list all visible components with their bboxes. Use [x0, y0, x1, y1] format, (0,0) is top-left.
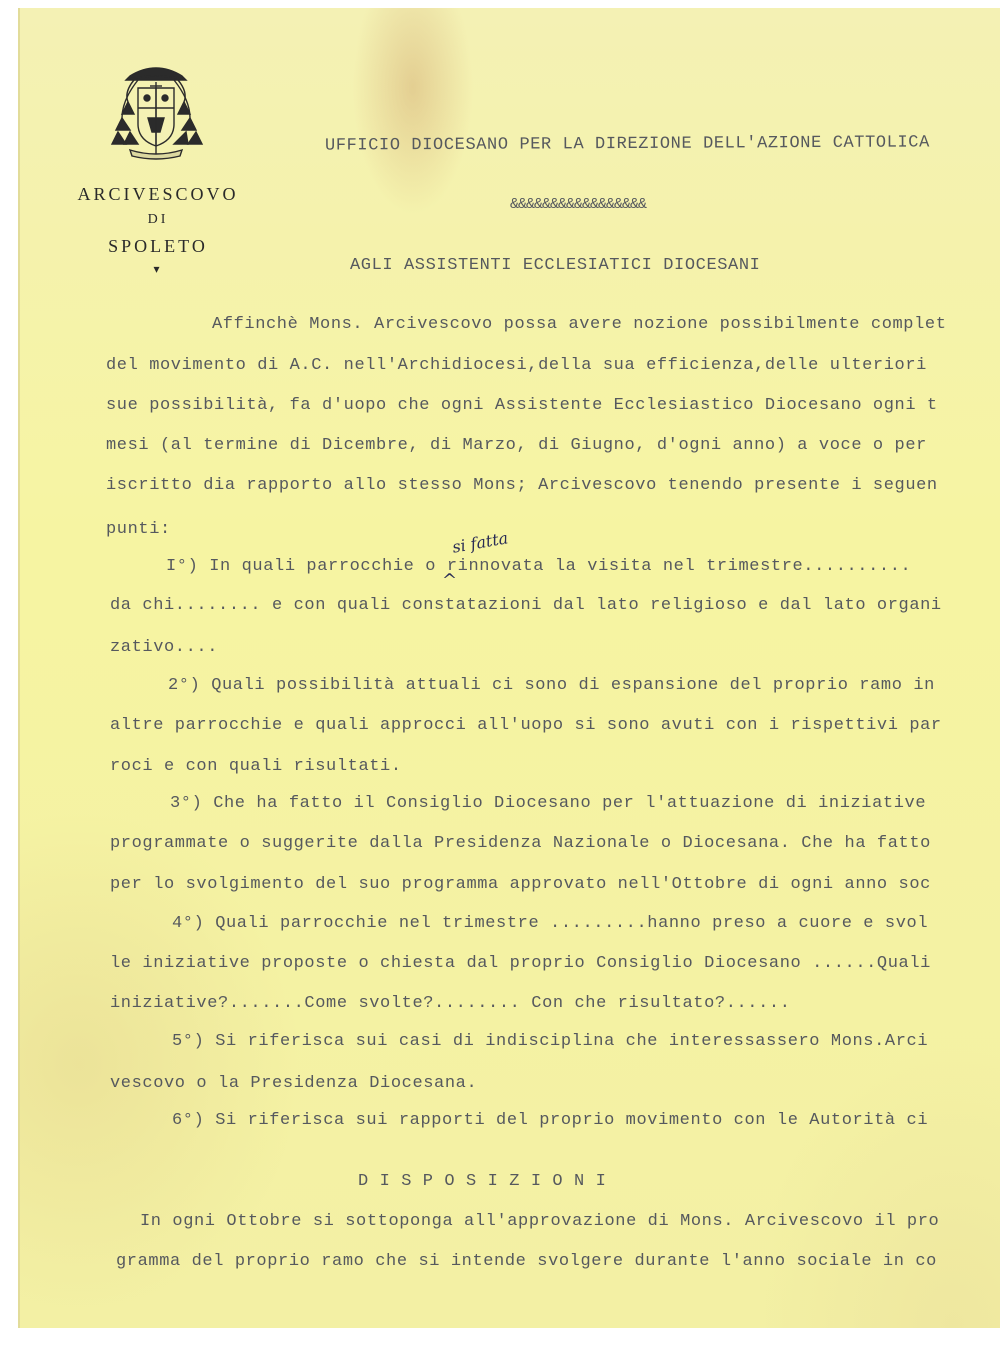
handwritten-insert: si fatta [450, 528, 510, 557]
addressee-heading: AGLI ASSISTENTI ECCLESIATICI DIOCESANI [350, 256, 761, 275]
point-1-line-2: da chi........ e con quali constatazioni dal lato religioso e dal lato organi [110, 596, 942, 615]
coat-of-arms-icon [108, 62, 204, 160]
point-6-line-1: 6°) Si riferisca sui rapporti del proprio movimento con le Autorità ci [172, 1111, 929, 1130]
point-2-line-1: 2°) Quali possibilità attuali ci sono di espansione del proprio ramo in [168, 676, 935, 695]
dispositions-line-2: gramma del proprio ramo che si intende svolgere durante l'anno sociale in co [116, 1252, 937, 1271]
point-2-line-2: altre parrocchie e quali approcci all'uopo si sono avuti con i rispettivi par [110, 716, 942, 735]
point-5-line-2: vescovo o la Presidenza Diocesana. [110, 1074, 478, 1093]
ornament-line: &&&&&&&&&&&&&&&&& [510, 196, 647, 213]
body-line-4: mesi (al termine di Dicembre, di Marzo, di Giugno, d'ogni anno) a voce o per [106, 436, 927, 455]
letterhead-mark: ▾ [153, 262, 163, 276]
point-1-line-3: zativo.... [110, 638, 219, 657]
body-line-1: Affinchè Mons. Arcivescovo possa avere nozione possibilmente complet [212, 315, 947, 334]
dispositions-heading: D I S P O S I Z I O N I [358, 1172, 607, 1191]
letterhead-title: ARCIVESCOVO [77, 184, 239, 204]
point-1-line-1: I°) In quali parrocchie o rinnovata la visita nel trimestre.......... [166, 557, 912, 576]
paper-sheet [18, 8, 1000, 1328]
body-line-2: del movimento di A.C. nell'Archidiocesi,della sua efficienza,delle ulteriori [106, 356, 927, 375]
letterhead-di: DI [147, 212, 169, 227]
letterhead-city: SPOLETO [108, 236, 208, 256]
point-3-line-2: programmate o suggerite dalla Presidenza Nazionale o Diocesana. Che ha fatto [110, 834, 931, 853]
body-line-6: punti: [106, 520, 171, 539]
dispositions-line-1: In ogni Ottobre si sottoponga all'approvazione di Mons. Arcivescovo il pro [140, 1212, 940, 1231]
point-4-line-2: le iniziative proposte o chiesta dal proprio Consiglio Diocesano ......Quali [110, 954, 931, 973]
body-line-3: sue possibilità, fa d'uopo che ogni Assistente Ecclesiastico Diocesano ogni t [106, 396, 938, 415]
body-line-5: iscritto dia rapporto allo stesso Mons; Arcivescovo tenendo presente i seguen [106, 476, 938, 495]
point-3-line-3: per lo svolgimento del suo programma approvato nell'Ottobre di ogni anno soc [110, 875, 931, 894]
point-4-line-3: iniziative?.......Come svolte?........ Con che risultato?...... [110, 994, 791, 1013]
point-2-line-3: roci e con quali risultati. [110, 757, 402, 776]
point-5-line-1: 5°) Si riferisca sui casi di indisciplina che interessassero Mons.Arci [172, 1032, 929, 1051]
point-3-line-1: 3°) Che ha fatto il Consiglio Diocesano per l'attuazione di iniziative [170, 794, 927, 813]
insertion-caret: ^ [442, 570, 458, 591]
point-4-line-1: 4°) Quali parrocchie nel trimestre .........hanno preso a cuore e svol [172, 914, 929, 933]
office-heading: UFFICIO DIOCESANO PER LA DIREZIONE DELL'AZIONE CATTOLICA [324, 133, 930, 156]
